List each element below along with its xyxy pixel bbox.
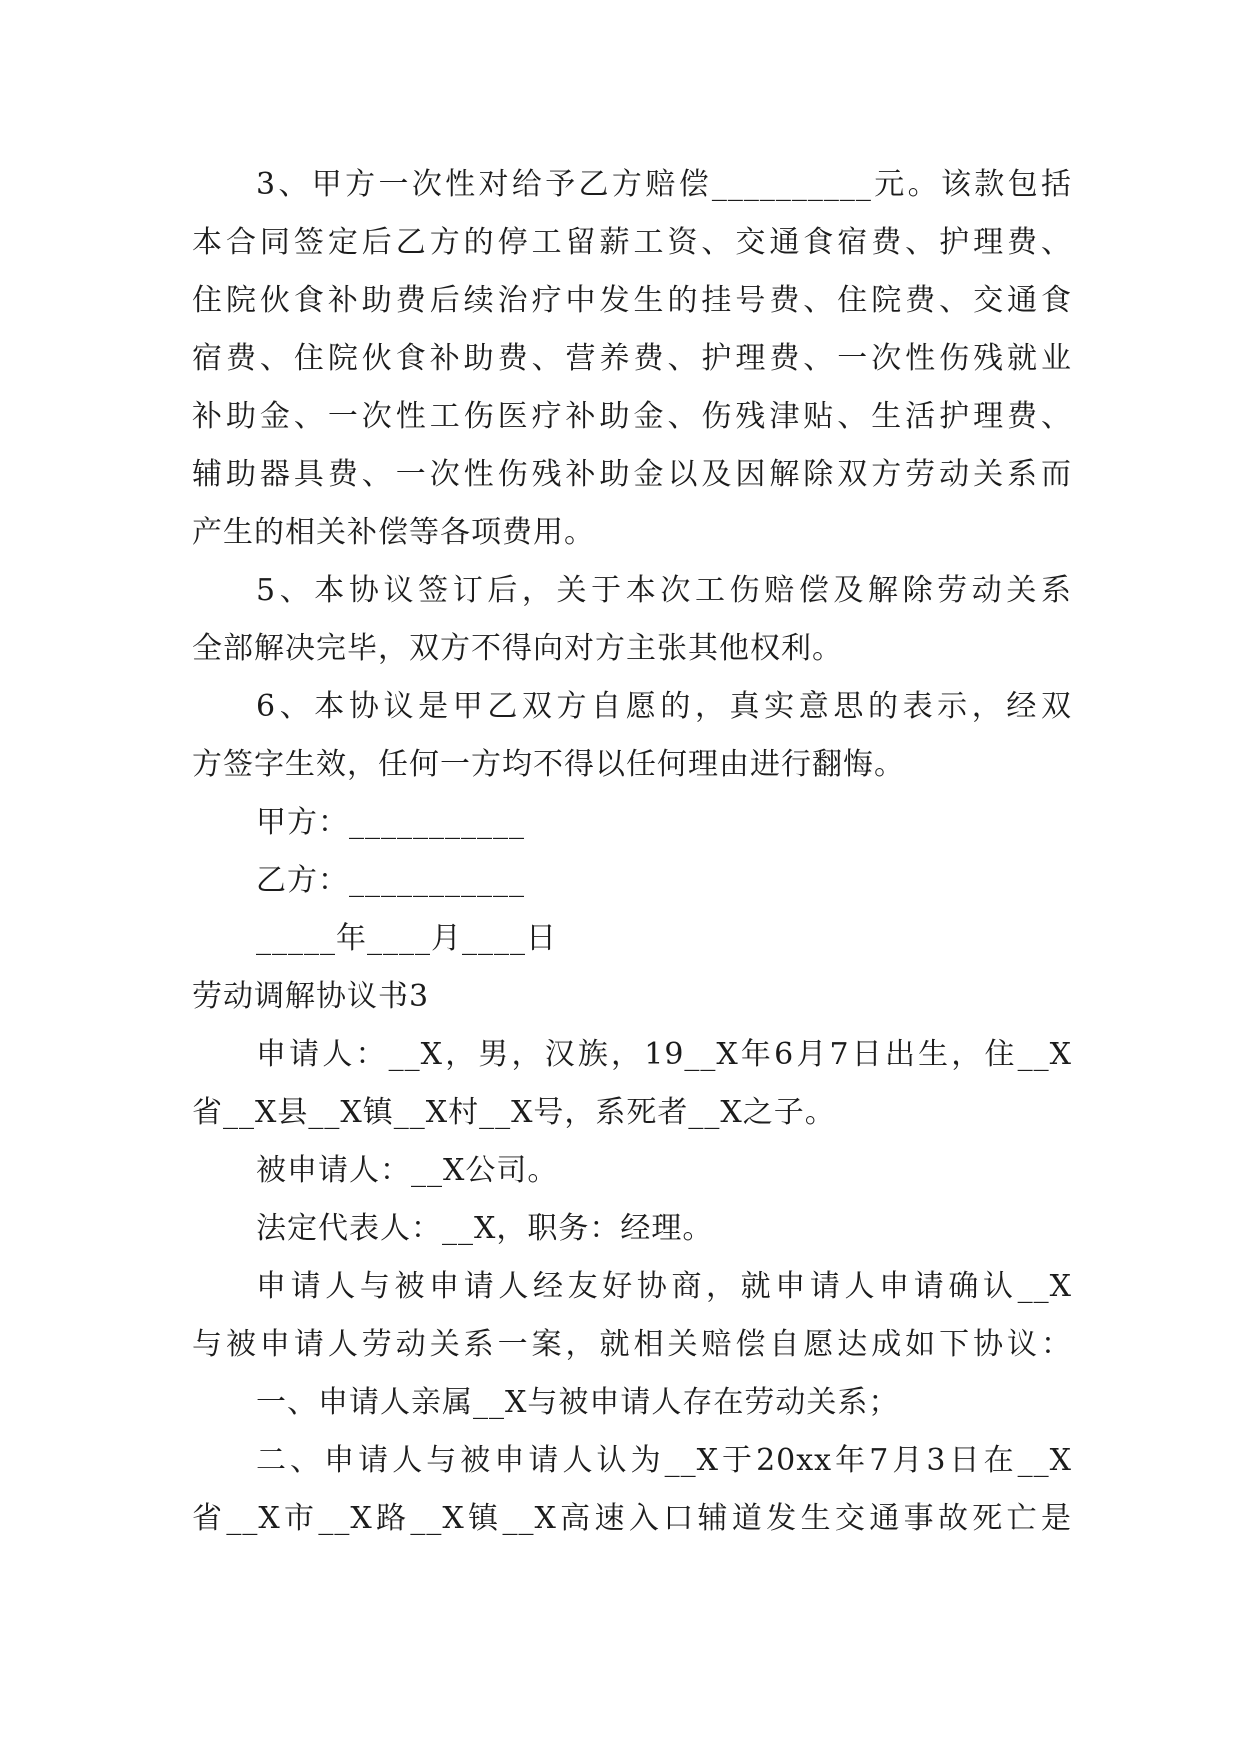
text-line: 本合同签定后乙方的停工留薪工资、交通食宿费、护理费、	[192, 225, 1072, 260]
text-line: 辅助器具费、一次性伤残补助金以及因解除双方劳动关系而	[192, 457, 1072, 492]
text-line: 产生的相关补偿等各项费用。	[192, 515, 595, 550]
text-line: 6、本协议是甲乙双方自愿的，真实意思的表示，经双	[256, 689, 1072, 724]
text-line: 3、甲方一次性对给予乙方赔偿__________元。该款包括	[256, 167, 1072, 202]
text-line: 方签字生效，任何一方均不得以任何理由进行翻悔。	[192, 747, 905, 782]
text-line: 法定代表人：__X，职务：经理。	[256, 1211, 714, 1246]
section-title: 劳动调解协议书3	[192, 979, 430, 1014]
text-line: 省__X县__X镇__X村__X号，系死者__X之子。	[192, 1095, 836, 1130]
party-b-signature: 乙方：___________	[256, 863, 525, 898]
date-line: _____年____月____日	[256, 921, 557, 956]
text-line: 宿费、住院伙食补助费、营养费、护理费、一次性伤残就业	[192, 341, 1072, 376]
text-line: 一、申请人亲属__X与被申请人存在劳动关系；	[256, 1385, 900, 1420]
text-line: 申请人：__X，男，汉族，19__X年6月7日出生，住__X	[256, 1037, 1072, 1072]
text-line: 5、本协议签订后，关于本次工伤赔偿及解除劳动关系	[256, 573, 1072, 608]
text-line: 被申请人：__X公司。	[256, 1153, 559, 1188]
document-body	[192, 156, 1072, 1548]
text-line: 补助金、一次性工伤医疗补助金、伤残津贴、生活护理费、	[192, 399, 1072, 434]
text-line: 住院伙食补助费后续治疗中发生的挂号费、住院费、交通食	[192, 283, 1072, 318]
text-line: 与被申请人劳动关系一案，就相关赔偿自愿达成如下协议：	[192, 1327, 1072, 1362]
text-line: 申请人与被申请人经友好协商，就申请人申请确认__X	[256, 1269, 1072, 1304]
text-line: 省__X市__X路__X镇__X高速入口辅道发生交通事故死亡是	[192, 1501, 1072, 1536]
text-line: 全部解决完毕，双方不得向对方主张其他权利。	[192, 631, 843, 666]
text-line: 二、申请人与被申请人认为__X于20xx年7月3日在__X	[256, 1443, 1072, 1478]
party-a-signature: 甲方：___________	[256, 805, 525, 840]
